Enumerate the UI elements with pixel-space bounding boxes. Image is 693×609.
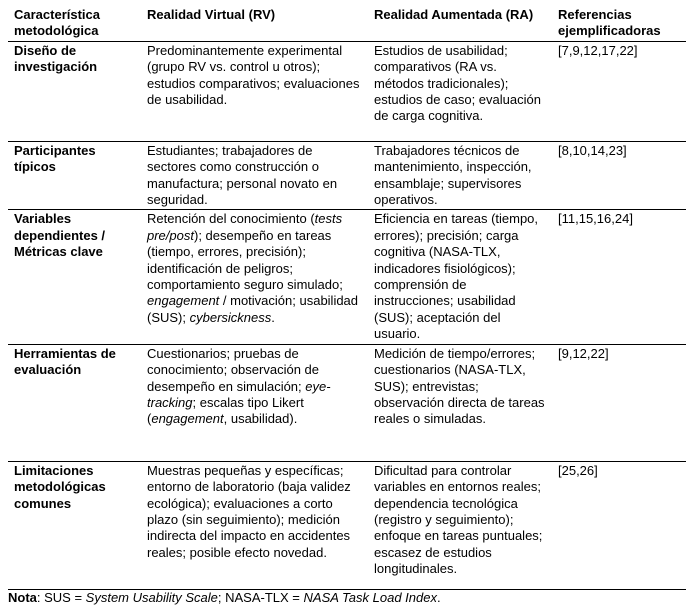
- rv-run-1: eye-tracking: [147, 378, 331, 410]
- ra-run-0: Trabajadores técnicos de mantenimiento, inspección, ensamblaje; supervisores operativos.: [374, 142, 532, 208]
- methodology-comparison-table: [8, 0, 686, 590]
- rv-run-6: .: [271, 309, 275, 325]
- row-references: [8,10,14,23]: [558, 142, 627, 158]
- row-references: [25,26]: [558, 462, 598, 478]
- rv-run-0: Muestras pequeñas y específicas; entorno de laboratorio (baja validez ecológica); evaluaciones a corto plazo (sin seguimiento); medición indirecta del impacto en accidentes reales; posible efecto novedad.: [147, 462, 351, 560]
- row-rv-cell: [139, 141, 368, 210]
- row-references: [9,12,22]: [558, 345, 609, 361]
- row-ra-cell: [368, 141, 552, 210]
- note-run-1: : SUS =: [36, 590, 86, 605]
- row-references: [7,9,12,17,22]: [558, 42, 638, 58]
- ra-run-0: Eficiencia en tareas (tiempo, errores); precisión; carga cognitiva (NASA-TLX, indicadores fisiológicos); comprensión de instrucciones; usabilidad (SUS); aceptación del usuario.: [374, 211, 539, 342]
- ra-run-0: Estudios de usabilidad; comparativos (RA vs. métodos tradicionales); estudios de caso; evaluación de carga cognitiva.: [374, 42, 541, 124]
- note-run-4: NASA Task Load Index: [303, 590, 437, 605]
- row-ra-cell: [368, 210, 552, 344]
- row-rv-cell: [139, 344, 368, 461]
- row-rv-cell: [139, 461, 368, 589]
- row-references: [11,15,16,24]: [558, 211, 633, 227]
- note-run-3: ; NASA-TLX =: [217, 590, 304, 605]
- rv-run-0: Retención del conocimiento (: [147, 211, 315, 227]
- row-feature: Diseño de investigación: [14, 42, 98, 75]
- row-feature: Herramientas de evaluación: [14, 345, 116, 378]
- table-note: [8, 590, 441, 606]
- rv-run-0: Estudiantes; trabajadores de sectores como construcción o manufactura; personal novato en seguridad.: [147, 142, 338, 208]
- row-feature: Participantes típicos: [14, 142, 96, 175]
- header-rv: Realidad Virtual (RV): [147, 7, 276, 22]
- rv-run-4: / motivación; usabilidad (SUS);: [147, 293, 359, 325]
- rv-run-5: cybersickness: [189, 309, 272, 325]
- note-run-2: System Usability Scale: [85, 590, 218, 605]
- table-row: [8, 344, 686, 461]
- header-ra: Realidad Aumentada (RA): [374, 7, 534, 22]
- rv-run-1: tests pre/post: [147, 211, 343, 243]
- rv-run-2: ); desempeño en tareas (tiempo, errores, precisión); identificación de peligros; comportamiento seguro simulado;: [147, 227, 343, 293]
- header-feature: Característica metodológica: [14, 7, 100, 39]
- row-ra-cell: [368, 41, 552, 141]
- note-run-5: .: [436, 590, 441, 605]
- row-feature: Variables dependientes / Métricas clave: [14, 211, 106, 260]
- row-rv-cell: [139, 210, 368, 344]
- table-row: [8, 141, 686, 210]
- rv-run-3: engagement: [147, 293, 220, 309]
- comparison-table-container: [8, 0, 686, 590]
- row-feature: Limitaciones metodológicas comunes: [14, 462, 106, 511]
- row-rv-cell: [139, 41, 368, 141]
- rv-run-0: Predominantemente experimental (grupo RV vs. control u otros); estudios comparativos; evaluaciones de usabilidad.: [147, 42, 360, 108]
- table-row: [8, 41, 686, 141]
- rv-run-2: ; escalas tipo Likert (: [147, 394, 304, 427]
- rv-run-0: Cuestionarios; pruebas de conocimiento; observación de desempeño en simulación;: [147, 345, 319, 394]
- table-row: [8, 210, 686, 344]
- rv-run-3: engagement: [151, 411, 224, 427]
- ra-run-0: Dificultad para controlar variables en entornos reales; dependencia tecnológica (registro y seguimiento); enfoque en tareas puntuales; escasez de estudios longitudinales.: [374, 462, 543, 577]
- row-ra-cell: [368, 344, 552, 461]
- rv-run-4: , usabilidad).: [223, 411, 298, 427]
- note-run-0: Nota: [8, 590, 37, 605]
- table-header-row: [8, 0, 686, 41]
- table-row: [8, 461, 686, 589]
- row-ra-cell: [368, 461, 552, 589]
- ra-run-0: Medición de tiempo/errores; cuestionarios (NASA-TLX, SUS); entrevistas; observación directa de tareas reales o simuladas.: [374, 345, 545, 427]
- header-references: Referencias ejemplificadoras: [558, 7, 661, 39]
